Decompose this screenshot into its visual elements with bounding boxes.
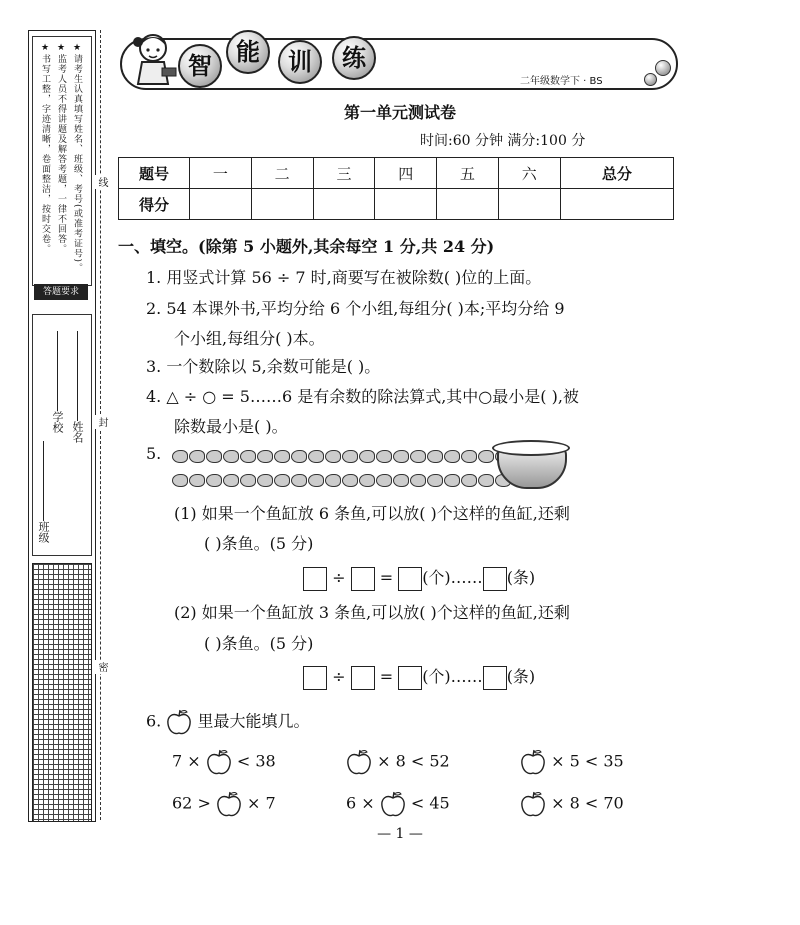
fish-icon: [427, 474, 443, 487]
q6-item: [520, 790, 624, 818]
answer-box[interactable]: [351, 666, 375, 690]
question-3: 3. 一个数除以 5,余数可能是( )。: [146, 357, 381, 376]
unit-ge: (个)……: [422, 568, 483, 587]
fish-icon: [172, 450, 188, 463]
fish-icon: [240, 474, 256, 487]
question-4: 4. △ ÷ ○ = 5……6 是有余数的除法算式,其中○最小是( ),被: [146, 387, 579, 406]
table-cell: 总分: [560, 158, 673, 189]
fish-icon: [189, 474, 205, 487]
fish-icon: [308, 450, 324, 463]
score-table: [118, 157, 674, 220]
apple-blank-icon[interactable]: [380, 794, 406, 813]
cut-mark-mi: 密: [96, 662, 107, 672]
question-6-number: 6.: [146, 711, 162, 731]
score-cell[interactable]: [313, 189, 375, 220]
page-title: 第一单元测试卷: [343, 103, 456, 122]
table-cell: 二: [251, 158, 313, 189]
fish-icon: [461, 450, 477, 463]
fish-icon: [393, 474, 409, 487]
fish-icon: [206, 474, 222, 487]
equals-sign: =: [379, 667, 394, 686]
fish-icon: [444, 450, 460, 463]
page-number: — 1 —: [377, 826, 423, 842]
apple-blank-icon[interactable]: [216, 794, 242, 813]
fish-icon: [291, 450, 307, 463]
class-label: 班级: [37, 521, 50, 543]
header-char-zhi: 智: [178, 44, 222, 88]
note-2: ★监考人员不得讲题及解答考题，一律不回答。: [56, 43, 66, 254]
class-field[interactable]: [35, 441, 51, 551]
fish-icon: [376, 474, 392, 487]
fish-row: [172, 446, 512, 465]
q6-post: × 8 < 52: [377, 751, 450, 771]
fish-icon: [427, 450, 443, 463]
fish-icon: [257, 450, 273, 463]
answer-box[interactable]: [398, 567, 422, 591]
equals-sign: =: [379, 568, 394, 587]
fish-icon: [410, 450, 426, 463]
score-cell[interactable]: [437, 189, 499, 220]
fish-icon: [444, 474, 460, 487]
question-1: 1. 用竖式计算 56 ÷ 7 时,商要写在被除数( )位的上面。: [146, 268, 542, 287]
fish-icon: [274, 450, 290, 463]
fish-icon: [240, 450, 256, 463]
girl-mascot-icon: [128, 28, 178, 86]
fish-icon: [359, 450, 375, 463]
header-char-neng: 能: [226, 30, 270, 74]
fish-icon: [172, 474, 188, 487]
answer-box[interactable]: [483, 567, 507, 591]
unit-tiao: (条): [506, 667, 536, 686]
fish-bowl-rim: [492, 440, 570, 456]
q6-item: [520, 748, 624, 776]
answer-box[interactable]: [303, 567, 327, 591]
name-field[interactable]: [69, 331, 85, 541]
divide-sign: ÷: [332, 568, 346, 587]
answer-box[interactable]: [351, 567, 375, 591]
question-6-text: 里最大能填几。: [197, 711, 310, 731]
fish-icon: [257, 474, 273, 487]
exam-notes-box: [32, 36, 92, 286]
question-5-1: (1) 如果一个鱼缸放 6 条鱼,可以放( )个这样的鱼缸,还剩: [174, 504, 570, 523]
q6-item: [346, 748, 450, 776]
apple-blank-icon[interactable]: [520, 752, 546, 771]
requirements-tag: 答题要求: [34, 284, 88, 300]
table-cell: 四: [375, 158, 437, 189]
fish-row: [172, 470, 512, 489]
score-cell[interactable]: [498, 189, 560, 220]
fish-icon: [291, 474, 307, 487]
fish-icon: [478, 474, 494, 487]
apple-icon: [166, 712, 192, 731]
fish-icon: [325, 450, 341, 463]
apple-blank-icon[interactable]: [206, 752, 232, 771]
q6-item: [172, 748, 276, 776]
question-6: [146, 708, 309, 736]
school-field[interactable]: [49, 331, 65, 441]
fish-icon: [342, 450, 358, 463]
grid-pattern: [32, 563, 92, 822]
question-2-cont: 个小组,每组分( )本。: [174, 329, 325, 348]
fish-icon: [376, 450, 392, 463]
fish-icon: [359, 474, 375, 487]
question-2: 2. 54 本课外书,平均分给 6 个小组,每组分( )本;平均分给 9: [146, 299, 565, 318]
subject-label: 二年级数学下 · BS: [520, 76, 603, 87]
fish-icon: [410, 474, 426, 487]
question-5-2: (2) 如果一个鱼缸放 3 条鱼,可以放( )个这样的鱼缸,还剩: [174, 603, 570, 622]
fish-icon: [308, 474, 324, 487]
note-1: ★请考生认真填写姓名、班级、考号(或准考证号)。: [72, 43, 82, 274]
school-label: 学校: [51, 411, 64, 433]
question-5-number: 5.: [146, 444, 162, 463]
q6-post: × 8 < 70: [551, 793, 624, 813]
unit-ge: (个)……: [422, 667, 483, 686]
fish-icon: [189, 450, 205, 463]
table-row: [119, 158, 674, 189]
q6-post: × 7: [247, 793, 276, 813]
name-label: 姓名: [71, 421, 84, 443]
q6-item: [172, 790, 276, 818]
ball-icon: [644, 73, 657, 86]
fish-icon: [461, 474, 477, 487]
table-cell: 一: [190, 158, 252, 189]
fish-icon: [223, 474, 239, 487]
question-4-cont: 除数最小是( )。: [174, 417, 288, 436]
q6-item: [346, 790, 450, 818]
table-cell: 六: [498, 158, 560, 189]
apple-blank-icon[interactable]: [520, 794, 546, 813]
fish-icon: [223, 450, 239, 463]
equation-5-2: [303, 664, 535, 690]
table-cell: 三: [313, 158, 375, 189]
fish-icon: [393, 450, 409, 463]
q6-post: < 38: [236, 751, 276, 771]
fish-icon: [206, 450, 222, 463]
answer-box[interactable]: [398, 666, 422, 690]
answer-box[interactable]: [303, 666, 327, 690]
apple-blank-icon[interactable]: [346, 752, 372, 771]
equation-5-1: [303, 565, 535, 591]
score-cell[interactable]: [560, 189, 673, 220]
table-cell: 题号: [119, 158, 190, 189]
divide-sign: ÷: [332, 667, 346, 686]
q6-pre: 7 ×: [172, 751, 201, 771]
q6-pre: 62 >: [172, 793, 211, 813]
section-heading: 一、填空。(除第 5 小题外,其余每空 1 分,共 24 分): [118, 237, 495, 256]
q6-pre: 6 ×: [346, 793, 375, 813]
fish-icon: [478, 450, 494, 463]
score-cell[interactable]: [375, 189, 437, 220]
header-char-lian: 练: [332, 36, 376, 80]
cut-mark-feng: 封: [96, 417, 107, 427]
fish-icon: [325, 474, 341, 487]
ball-icon: [655, 60, 671, 76]
fish-icon: [342, 474, 358, 487]
score-cell[interactable]: [190, 189, 252, 220]
score-cell[interactable]: [251, 189, 313, 220]
student-info-box: [32, 314, 92, 556]
answer-box[interactable]: [483, 666, 507, 690]
table-cell: 五: [437, 158, 499, 189]
fish-icon: [274, 474, 290, 487]
note-3: ★书写工整，字迹清晰，卷面整洁，按时交卷。: [40, 43, 50, 254]
unit-tiao: (条): [506, 568, 536, 587]
q6-post: × 5 < 35: [551, 751, 624, 771]
question-5-1-cont: ( )条鱼。(5 分): [204, 534, 314, 553]
q6-post: < 45: [410, 793, 450, 813]
cut-mark-xian: 线: [96, 177, 107, 187]
question-5-2-cont: ( )条鱼。(5 分): [204, 634, 314, 653]
table-row: [119, 189, 674, 220]
time-info: 时间:60 分钟 满分:100 分: [420, 133, 586, 149]
header-char-xun: 训: [278, 40, 322, 84]
table-cell: 得分: [119, 189, 190, 220]
